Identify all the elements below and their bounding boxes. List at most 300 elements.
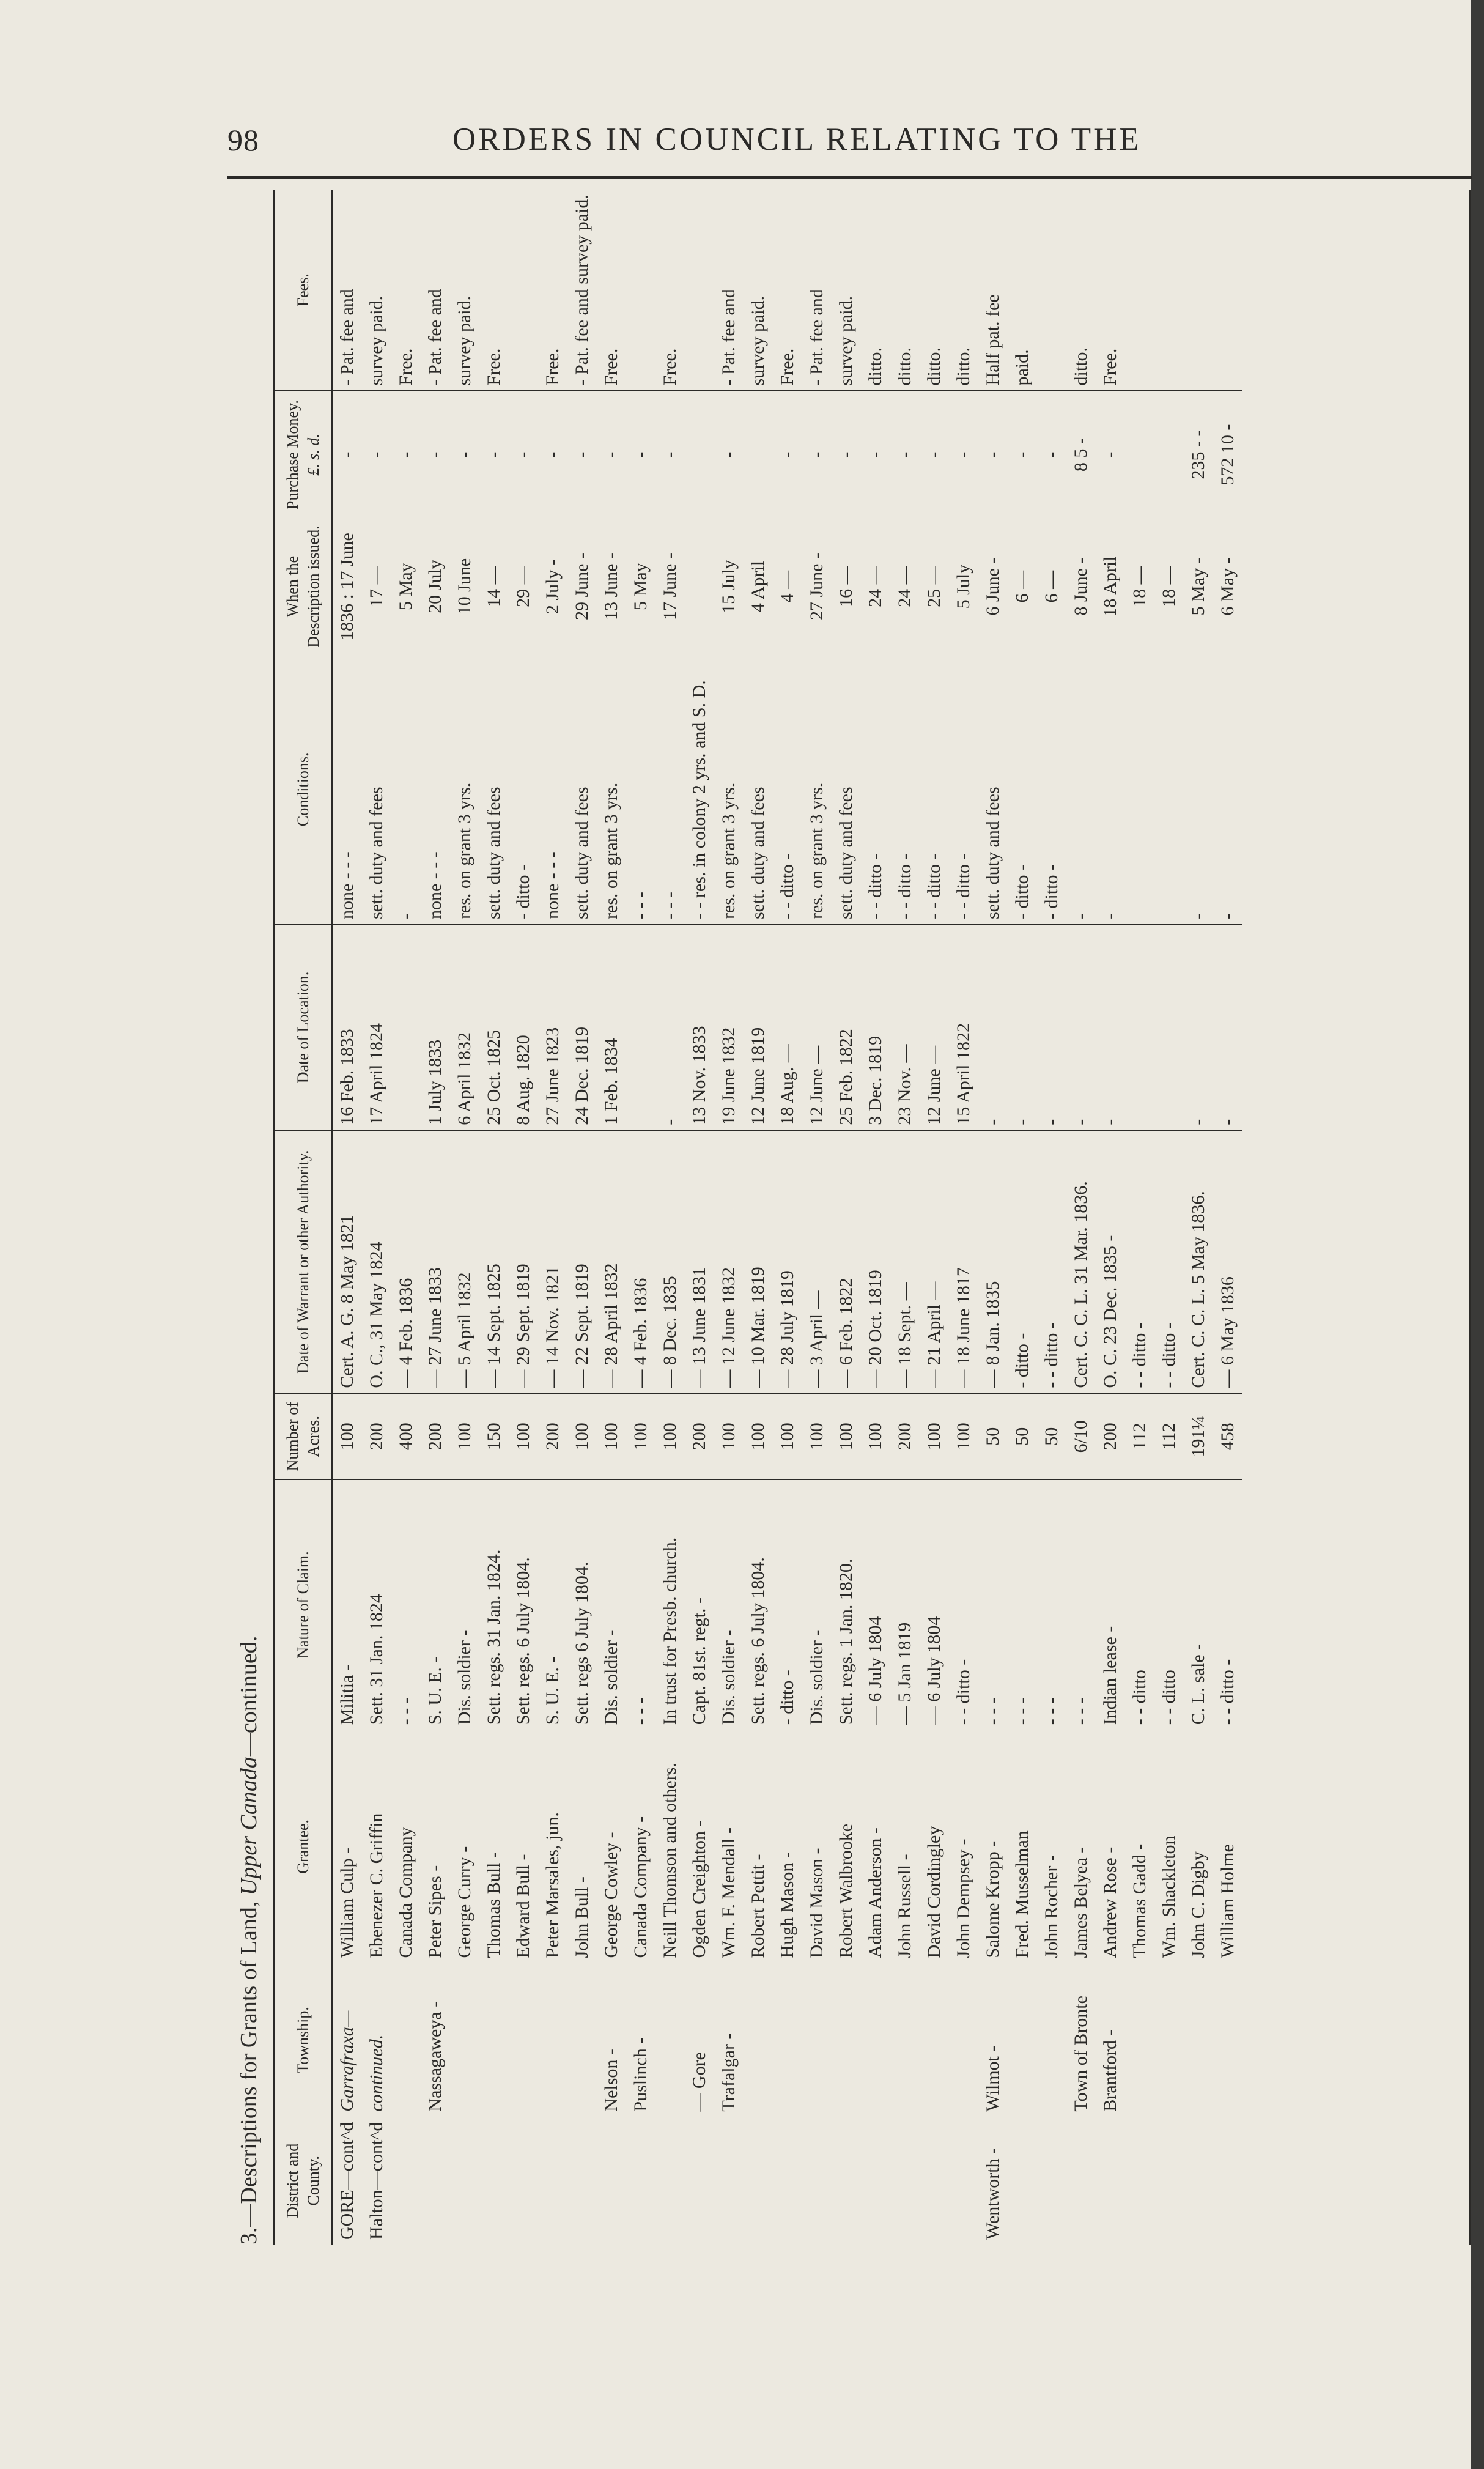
cell-money: - <box>802 391 832 519</box>
cell-acres: 200 <box>362 1393 391 1479</box>
cell-township <box>1213 1963 1242 2117</box>
cell-money: - <box>362 391 391 519</box>
cell-acres: 200 <box>890 1393 920 1479</box>
cell-warrant: — 8 Jan. 1835 <box>978 1130 1008 1393</box>
cell-acres: 200 <box>538 1393 567 1479</box>
cell-acres: 100 <box>949 1393 978 1479</box>
cell-location <box>1154 925 1184 1131</box>
cell-location: 25 Feb. 1822 <box>832 925 861 1131</box>
table-row <box>626 190 655 2245</box>
cell-location <box>391 925 421 1131</box>
cell-warrant: — 12 June 1832 <box>714 1130 744 1393</box>
cell-acres: 100 <box>655 1393 685 1479</box>
cell-money <box>1154 391 1184 519</box>
cell-conditions: - <box>391 654 421 925</box>
cell-fees: - Pat. fee and <box>332 190 362 391</box>
cell-money: 572 10 - <box>1213 391 1242 519</box>
table-row <box>890 190 920 2245</box>
cell-acres: 191¼ <box>1184 1393 1213 1479</box>
cell-conditions: none - - - <box>421 654 450 925</box>
table-row <box>832 190 861 2245</box>
cell-fees <box>685 190 714 391</box>
caption-suffix: —continued. <box>236 1635 262 1757</box>
cell-township: Nassagaweya - <box>421 1963 450 2117</box>
cell-claim: - - - <box>978 1479 1008 1730</box>
cell-issued: 24 — <box>890 519 920 654</box>
cell-acres: 200 <box>685 1393 714 1479</box>
cell-township <box>655 1963 685 2117</box>
cell-township <box>802 1963 832 2117</box>
cell-claim: - - ditto <box>1125 1479 1154 1730</box>
table-row <box>479 190 509 2245</box>
cell-district: Wentworth - <box>983 2147 1003 2240</box>
table-row <box>332 190 362 2245</box>
cell-money: - <box>597 391 626 519</box>
cell-township <box>832 1963 861 2117</box>
cell-claim: Dis. soldier - <box>802 1479 832 1730</box>
cell-warrant: — 14 Sept. 1825 <box>479 1130 509 1393</box>
col-money <box>275 391 333 519</box>
cell-conditions <box>1154 654 1184 925</box>
cell-conditions: - - res. in colony 2 yrs. and S. D. <box>685 654 714 925</box>
cell-issued: 18 April <box>1096 519 1125 654</box>
cell-warrant: Cert. C. C. L. 31 Mar. 1836. <box>1066 1130 1096 1393</box>
cell-conditions: res. on grant 3 yrs. <box>597 654 626 925</box>
cell-fees <box>626 190 655 391</box>
cell-grantee: David Cordingley <box>920 1730 949 1963</box>
table-row <box>655 190 685 2245</box>
cell-township <box>538 1963 567 2117</box>
cell-money: - <box>421 391 450 519</box>
cell-location <box>626 925 655 1131</box>
cell-claim: - - ditto - <box>1213 1479 1242 1730</box>
header-row <box>275 190 333 2245</box>
col-conditions: Conditions. <box>275 654 333 925</box>
cell-township <box>1154 1963 1184 2117</box>
cell-location: - <box>978 925 1008 1131</box>
cell-district <box>832 2117 861 2245</box>
cell-money: - <box>861 391 890 519</box>
cell-district: Halton—cont^d <box>366 2122 386 2240</box>
cell-claim: — 5 Jan 1819 <box>890 1479 920 1730</box>
cell-claim: - - - <box>391 1479 421 1730</box>
table-caption <box>227 1636 270 2245</box>
cell-grantee: John Bull - <box>567 1730 597 1963</box>
cell-district <box>391 2117 421 2245</box>
money-units: £. s. d. <box>305 434 322 476</box>
col-issued: When the Description issued. <box>275 519 333 654</box>
cell-fees: - Pat. fee and <box>714 190 744 391</box>
page-number: 98 <box>227 123 259 157</box>
cell-township <box>861 1963 890 2117</box>
cell-township <box>1037 1963 1066 2117</box>
cell-conditions: - ditto - <box>509 654 538 925</box>
cell-grantee: John Russell - <box>890 1730 920 1963</box>
cell-district: GORE—cont^d <box>337 2122 357 2240</box>
cell-township <box>450 1963 479 2117</box>
cell-district <box>773 2117 802 2245</box>
cell-district <box>802 2117 832 2245</box>
cell-acres: 100 <box>861 1393 890 1479</box>
cell-district <box>1066 2117 1096 2245</box>
cell-location: 19 June 1832 <box>714 925 744 1131</box>
cell-issued: 29 — <box>509 519 538 654</box>
cell-fees: Free. <box>479 190 509 391</box>
table-row <box>421 190 450 2245</box>
cell-conditions: sett. duty and fees <box>567 654 597 925</box>
cell-issued: 29 June - <box>567 519 597 654</box>
cell-warrant: - ditto - <box>1008 1130 1037 1393</box>
cell-fees: Half pat. fee <box>978 190 1008 391</box>
cell-acres: 50 <box>978 1393 1008 1479</box>
table-row <box>861 190 890 2245</box>
cell-conditions: - - ditto - <box>920 654 949 925</box>
cell-warrant: Cert. C. C. L. 5 May 1836. <box>1184 1130 1213 1393</box>
cell-location: 3 Dec. 1819 <box>861 925 890 1131</box>
head-rule <box>227 176 1472 179</box>
cell-claim: Sett. regs. 6 July 1804. <box>509 1479 538 1730</box>
cell-fees: Free. <box>1096 190 1125 391</box>
cell-claim: C. L. sale - <box>1184 1479 1213 1730</box>
cell-township <box>1184 1963 1213 2117</box>
cell-warrant: O. C., 31 May 1824 <box>362 1130 391 1393</box>
cell-acres: 100 <box>597 1393 626 1479</box>
cell-claim: — 6 July 1804 <box>920 1479 949 1730</box>
cell-district <box>655 2117 685 2245</box>
cell-location: - <box>655 925 685 1131</box>
table-row <box>773 190 802 2245</box>
cell-grantee: Peter Sipes - <box>421 1730 450 1963</box>
cell-acres: 100 <box>802 1393 832 1479</box>
cell-claim: Sett. 31 Jan. 1824 <box>362 1479 391 1730</box>
cell-fees: survey paid. <box>832 190 861 391</box>
cell-fees: - Pat. fee and <box>421 190 450 391</box>
cell-acres: 50 <box>1037 1393 1066 1479</box>
cell-location: 8 Aug. 1820 <box>509 925 538 1131</box>
cell-grantee: David Mason - <box>802 1730 832 1963</box>
cell-location: 18 Aug. — <box>773 925 802 1131</box>
cell-claim: Sett. regs. 1 Jan. 1820. <box>832 1479 861 1730</box>
cell-fees <box>1037 190 1066 391</box>
running-head: ORDERS IN COUNCIL RELATING TO THE <box>452 122 1142 157</box>
cell-money: - <box>538 391 567 519</box>
cell-grantee: George Curry - <box>450 1730 479 1963</box>
col-claim: Nature of Claim. <box>275 1479 333 1730</box>
cell-location: - <box>1066 925 1096 1131</box>
cell-acres: 112 <box>1154 1393 1184 1479</box>
cell-district <box>1213 2117 1242 2245</box>
cell-grantee: Wm. Shackleton <box>1154 1730 1184 1963</box>
cell-money <box>1125 391 1154 519</box>
cell-money: - <box>509 391 538 519</box>
table-row <box>685 190 714 2245</box>
cell-money: - <box>714 391 744 519</box>
cell-township <box>509 1963 538 2117</box>
cell-district <box>861 2117 890 2245</box>
cell-township: Trafalgar - <box>714 1963 744 2117</box>
cell-district <box>744 2117 773 2245</box>
cell-acres: 200 <box>1096 1393 1125 1479</box>
cell-money: - <box>1096 391 1125 519</box>
cell-acres: 100 <box>567 1393 597 1479</box>
cell-money: - <box>391 391 421 519</box>
cell-acres: 100 <box>450 1393 479 1479</box>
table-row <box>1213 190 1242 2245</box>
table-row <box>450 190 479 2245</box>
cell-fees <box>509 190 538 391</box>
cell-money: 235 - - <box>1184 391 1213 519</box>
cell-conditions: - <box>1184 654 1213 925</box>
cell-grantee: Neill Thomson and others. <box>655 1730 685 1963</box>
cell-district <box>920 2117 949 2245</box>
cell-issued: 13 June - <box>597 519 626 654</box>
cell-township: Brantford - <box>1096 1963 1125 2117</box>
cell-fees: ditto. <box>920 190 949 391</box>
rotated-table-block <box>227 190 1472 2245</box>
cell-issued: 5 May <box>626 519 655 654</box>
cell-location: 1 Feb. 1834 <box>597 925 626 1131</box>
cell-issued: 16 — <box>832 519 861 654</box>
cell-conditions: sett. duty and fees <box>744 654 773 925</box>
cell-fees <box>1154 190 1184 391</box>
cell-fees: - Pat. fee and survey paid. <box>567 190 597 391</box>
cell-fees <box>1184 190 1213 391</box>
cell-warrant: — 18 June 1817 <box>949 1130 978 1393</box>
cell-issued: 6 — <box>1008 519 1037 654</box>
cell-warrant: - - ditto - <box>1037 1130 1066 1393</box>
col-township: Township. <box>275 1963 333 2117</box>
table-row <box>1066 190 1096 2245</box>
cell-location: 15 April 1822 <box>949 925 978 1131</box>
cell-warrant: — 3 April — <box>802 1130 832 1393</box>
cell-township <box>773 1963 802 2117</box>
cell-district <box>1008 2117 1037 2245</box>
cell-warrant: - - ditto - <box>1154 1130 1184 1393</box>
cell-money: - <box>978 391 1008 519</box>
cell-township <box>949 1963 978 2117</box>
cell-fees: Free. <box>538 190 567 391</box>
cell-township <box>479 1963 509 2117</box>
cell-money: - <box>832 391 861 519</box>
cell-warrant: - - ditto - <box>1125 1130 1154 1393</box>
cell-claim: Dis. soldier - <box>597 1479 626 1730</box>
cell-acres: 100 <box>332 1393 362 1479</box>
cell-location: 12 June — <box>920 925 949 1131</box>
cell-money: - <box>626 391 655 519</box>
cell-district <box>685 2117 714 2245</box>
cell-warrant: — 28 July 1819 <box>773 1130 802 1393</box>
cell-claim: Dis. soldier - <box>450 1479 479 1730</box>
cell-acres: 100 <box>714 1393 744 1479</box>
cell-fees: survey paid. <box>362 190 391 391</box>
cell-money: - <box>479 391 509 519</box>
cell-claim: - - - <box>1037 1479 1066 1730</box>
cell-warrant: — 14 Nov. 1821 <box>538 1130 567 1393</box>
table-bottom-rule <box>1469 190 1471 2245</box>
cell-money <box>744 391 773 519</box>
cell-acres: 100 <box>920 1393 949 1479</box>
cell-acres: 100 <box>626 1393 655 1479</box>
cell-issued: 17 — <box>362 519 391 654</box>
cell-claim: Sett. regs. 31 Jan. 1824. <box>479 1479 509 1730</box>
cell-claim: Indian lease - <box>1096 1479 1125 1730</box>
table-row <box>509 190 538 2245</box>
cell-district <box>1184 2117 1213 2245</box>
cell-grantee: Thomas Gadd - <box>1125 1730 1154 1963</box>
cell-township <box>744 1963 773 2117</box>
cell-fees: Free. <box>773 190 802 391</box>
cell-township: Town of Bronte <box>1066 1963 1096 2117</box>
cell-issued: 15 July <box>714 519 744 654</box>
cell-district <box>1037 2117 1066 2245</box>
cell-grantee: Ebenezer C. Griffin <box>362 1730 391 1963</box>
col-grantee: Grantee. <box>275 1730 333 1963</box>
cell-district <box>509 2117 538 2245</box>
cell-township <box>920 1963 949 2117</box>
cell-district <box>714 2117 744 2245</box>
cell-grantee: John Rocher - <box>1037 1730 1066 1963</box>
cell-claim: S. U. E. - <box>538 1479 567 1730</box>
cell-money: - <box>567 391 597 519</box>
col-district: District and County. <box>275 2117 333 2245</box>
cell-issued: 27 June - <box>802 519 832 654</box>
cell-acres: 6/10 <box>1066 1393 1096 1479</box>
cell-acres: 458 <box>1213 1393 1242 1479</box>
cell-location: - <box>1008 925 1037 1131</box>
cell-conditions: - <box>1213 654 1242 925</box>
col-fees: Fees. <box>275 190 333 391</box>
cell-township: Puslinch - <box>626 1963 655 2117</box>
cell-conditions: - - ditto - <box>861 654 890 925</box>
cell-claim: - - ditto <box>1154 1479 1184 1730</box>
cell-district <box>1154 2117 1184 2245</box>
table-row <box>362 190 391 2245</box>
cell-township <box>1008 1963 1037 2117</box>
cell-location: 6 April 1832 <box>450 925 479 1131</box>
cell-issued: 6 June - <box>978 519 1008 654</box>
cell-money: 8 5 - <box>1066 391 1096 519</box>
cell-location: 23 Nov. — <box>890 925 920 1131</box>
cell-warrant: O. C. 23 Dec. 1835 - <box>1096 1130 1125 1393</box>
cell-township: Wilmot - <box>978 1963 1008 2117</box>
cell-warrant: — 29 Sept. 1819 <box>509 1130 538 1393</box>
cell-claim: - - - <box>1008 1479 1037 1730</box>
cell-conditions: - <box>1096 654 1125 925</box>
cell-grantee: John C. Digby <box>1184 1730 1213 1963</box>
cell-location: 12 June — <box>802 925 832 1131</box>
cell-grantee: Wm. F. Mendall - <box>714 1730 744 1963</box>
table-row <box>391 190 421 2245</box>
cell-claim: - - - <box>1066 1479 1096 1730</box>
caption-prefix: 3.—Descriptions for Grants of Land, <box>236 1895 262 2245</box>
cell-location: 1 July 1833 <box>421 925 450 1131</box>
cell-township <box>567 1963 597 2117</box>
cell-district <box>450 2117 479 2245</box>
cell-grantee: John Dempsey - <box>949 1730 978 1963</box>
cell-warrant: — 18 Sept. — <box>890 1130 920 1393</box>
cell-conditions <box>1125 654 1154 925</box>
cell-claim: — 6 July 1804 <box>861 1479 890 1730</box>
table-row <box>949 190 978 2245</box>
table-row <box>538 190 567 2245</box>
cell-grantee: Robert Walbrooke <box>832 1730 861 1963</box>
cell-grantee: Robert Pettit - <box>744 1730 773 1963</box>
cell-grantee: Peter Marsales, jun. <box>538 1730 567 1963</box>
table-row <box>567 190 597 2245</box>
cell-conditions: - ditto - <box>1037 654 1066 925</box>
cell-grantee: James Belyea - <box>1066 1730 1096 1963</box>
cell-conditions: res. on grant 3 yrs. <box>802 654 832 925</box>
cell-grantee: William Holme <box>1213 1730 1242 1963</box>
cell-issued: 4 — <box>773 519 802 654</box>
cell-township <box>890 1963 920 2117</box>
cell-claim: Capt. 81st. regt. - <box>685 1479 714 1730</box>
cell-conditions: - ditto - <box>1008 654 1037 925</box>
cell-location: 16 Feb. 1833 <box>332 925 362 1131</box>
cell-fees: ditto. <box>890 190 920 391</box>
cell-issued: 2 July - <box>538 519 567 654</box>
table-row <box>978 190 1008 2245</box>
cell-acres: 112 <box>1125 1393 1154 1479</box>
cell-money: - <box>655 391 685 519</box>
scan-edge <box>1471 0 1484 2469</box>
cell-warrant: — 6 Feb. 1822 <box>832 1130 861 1393</box>
cell-acres: 400 <box>391 1393 421 1479</box>
table-row <box>1154 190 1184 2245</box>
cell-issued: 17 June - <box>655 519 685 654</box>
cell-claim: - - - <box>626 1479 655 1730</box>
table-row <box>597 190 626 2245</box>
cell-location <box>1125 925 1154 1131</box>
cell-warrant: — 8 Dec. 1835 <box>655 1130 685 1393</box>
cell-location: 13 Nov. 1833 <box>685 925 714 1131</box>
cell-claim: - ditto - <box>773 1479 802 1730</box>
col-location: Date of Location. <box>275 925 333 1131</box>
cell-claim: In trust for Presb. church. <box>655 1479 685 1730</box>
cell-money: - <box>450 391 479 519</box>
cell-issued: 18 — <box>1125 519 1154 654</box>
cell-conditions: sett. duty and fees <box>362 654 391 925</box>
cell-issued: 25 — <box>920 519 949 654</box>
cell-district <box>1096 2117 1125 2245</box>
cell-township: Nelson - <box>597 1963 626 2117</box>
cell-grantee: Ogden Creighton - <box>685 1730 714 1963</box>
cell-acres: 100 <box>509 1393 538 1479</box>
cell-fees: ditto. <box>861 190 890 391</box>
cell-conditions: - - - <box>655 654 685 925</box>
cell-location: - <box>1037 925 1066 1131</box>
cell-district <box>567 2117 597 2245</box>
cell-township: — Gore <box>685 1963 714 2117</box>
cell-warrant: — 13 June 1831 <box>685 1130 714 1393</box>
cell-conditions: none - - - <box>538 654 567 925</box>
cell-district <box>479 2117 509 2245</box>
cell-fees: Free. <box>391 190 421 391</box>
cell-warrant: — 20 Oct. 1819 <box>861 1130 890 1393</box>
cell-location: - <box>1096 925 1125 1131</box>
cell-grantee: Edward Bull - <box>509 1730 538 1963</box>
cell-issued: 6 May - <box>1213 519 1242 654</box>
cell-location: 25 Oct. 1825 <box>479 925 509 1131</box>
cell-fees: Free. <box>597 190 626 391</box>
cell-warrant: — 5 April 1832 <box>450 1130 479 1393</box>
cell-acres: 150 <box>479 1393 509 1479</box>
cell-grantee: Hugh Mason - <box>773 1730 802 1963</box>
table-row <box>1008 190 1037 2245</box>
cell-claim: - - ditto - <box>949 1479 978 1730</box>
cell-township <box>391 1963 421 2117</box>
grants-table <box>273 190 1242 2245</box>
